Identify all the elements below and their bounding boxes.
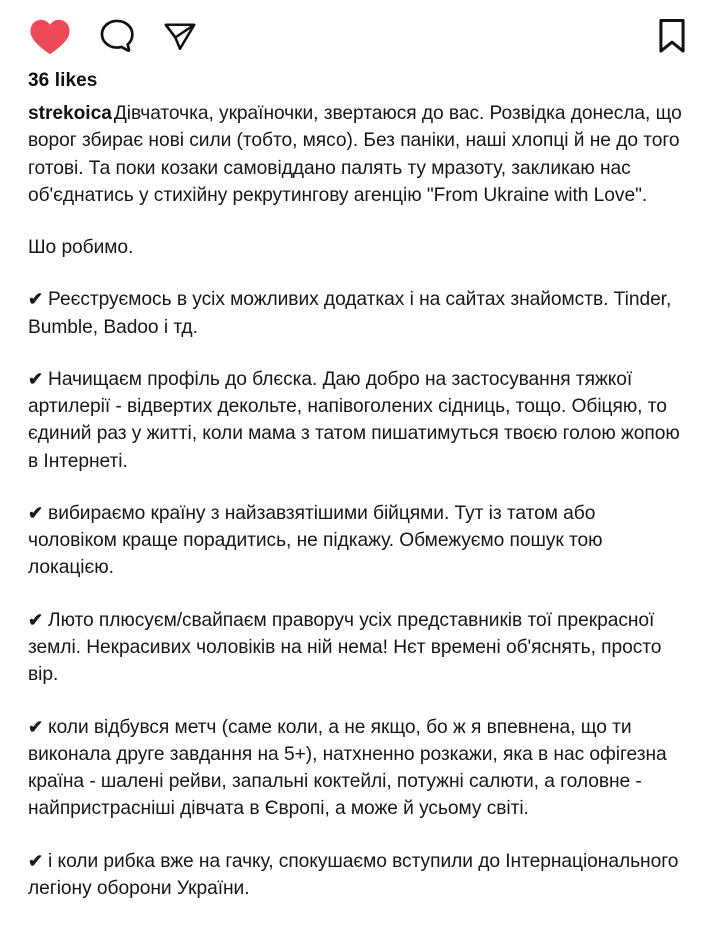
- username-link[interactable]: strekoica: [28, 103, 112, 124]
- caption-bullet-text: Реєструємось в усіх можливих додатках і на сайтах знайомств. Tinder, Bumble, Badoo і тд.: [28, 289, 672, 338]
- likes-count[interactable]: 36 likes: [28, 70, 98, 91]
- spacer: [28, 823, 689, 848]
- caption-bullet: [28, 607, 689, 689]
- caption-bullet: [28, 500, 689, 582]
- caption-bullet-text: вибираємо країну з найзавзятішими бійцями. Тут із татом або чоловіком краще порадитись, не підкажу. Обмежуємо пошук тою локацією.: [28, 502, 603, 579]
- caption-line-plain: Шо робимо.: [28, 237, 134, 259]
- caption-bullet-text: і коли рибка вже на гачку, спокушаємо вступили до Інтернаціонального легіону оборони України.: [28, 850, 679, 899]
- spacer: [28, 475, 689, 500]
- primary-actions: [28, 16, 198, 56]
- spacer: [28, 341, 689, 366]
- share-icon[interactable]: [162, 18, 198, 54]
- caption-intro-text: Дівчаточка, україночки, звертаюся до вас. Розвідка донесла, що ворог збирає нові сили (тобто, мясо). Без паніки, наші хлопці й не до того готові. Та поки козаки самовіддано палять ту мразоту, закликаю нас об'єднатись у стихійну рекрутингову агенцію "From Ukraine with Love".: [28, 103, 682, 206]
- spacer: [28, 582, 689, 607]
- spacer: [28, 261, 689, 286]
- caption-bullet: [28, 366, 689, 475]
- check-icon: ✔: [28, 716, 44, 737]
- secondary-actions: [655, 17, 689, 55]
- like-icon[interactable]: [28, 16, 72, 56]
- comment-icon[interactable]: [98, 17, 136, 55]
- spacer: [28, 689, 689, 714]
- heart-glyph: [28, 16, 72, 56]
- check-icon: ✔: [28, 850, 44, 871]
- check-icon: ✔: [28, 368, 44, 389]
- caption-bullet-text: Люто плюсуєм/свайпаєм праворуч усіх представників тої прекрасної землі. Некрасивих чоловіків на ній нема! Нєт времені об'яснять, просто вір.: [28, 609, 662, 686]
- caption-bullet-text: коли відбувся метч (саме коли, а не якщо, бо ж я впевнена, що ти виконала друге завдання на 5+), натхненно розкажи, яка в нас офігезна країна - шалені рейви, запальні коктейлі, потужні салюти, а головне - найпристрасніші дівчата в Європі, а може й усьому світі.: [28, 716, 667, 820]
- caption-bullet: [28, 714, 689, 823]
- post-action-bar: [28, 0, 689, 64]
- post-caption: [28, 100, 689, 902]
- spacer: [28, 209, 689, 234]
- check-icon: ✔: [28, 609, 44, 630]
- caption-bullet-text: Начищаєм профіль до блєска. Даю добро на застосування тяжкої артилерії - відвертих декольте, напівоголених сідниць, тощо. Обіцяю, то єдиний раз у житті, коли мама з татом пишатимуться твоєю голою жопою в Інтернеті.: [28, 368, 680, 472]
- save-icon[interactable]: [655, 17, 689, 55]
- bookmark-glyph: [655, 17, 689, 55]
- caption-bullet: [28, 848, 689, 903]
- paper-plane-glyph: [162, 18, 198, 54]
- speech-bubble-glyph: [98, 17, 136, 55]
- caption-intro: [28, 100, 689, 209]
- caption-bullet: [28, 286, 689, 341]
- check-icon: ✔: [28, 502, 44, 523]
- check-icon: ✔: [28, 289, 44, 310]
